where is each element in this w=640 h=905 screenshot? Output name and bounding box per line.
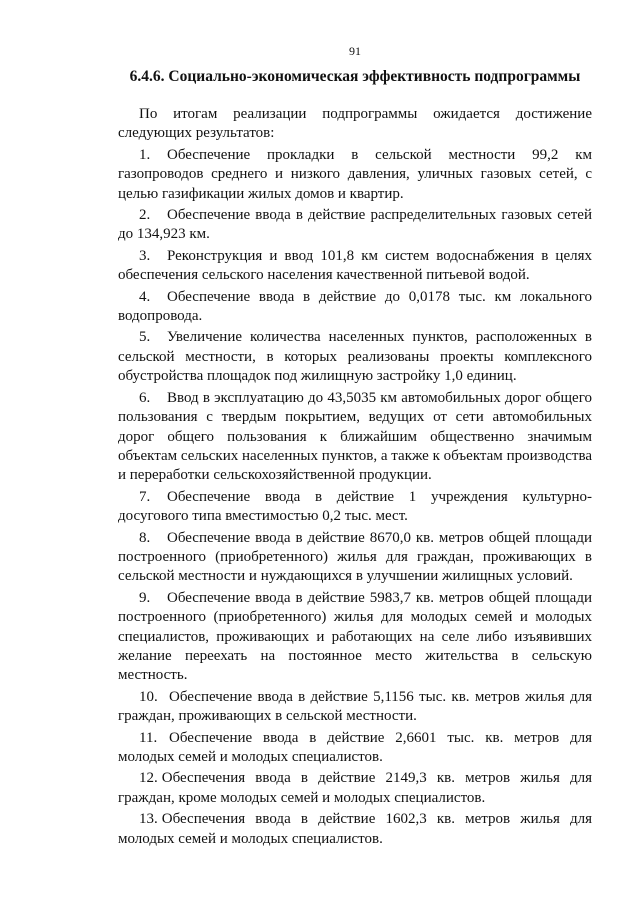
list-item <box>118 688 592 727</box>
list-item-text: Увеличение количества населенных пунктов, расположенных в сельской местности, в которых реализованы проекты комплексного обустройства площадок под жилищную застройку 1,0 единиц. <box>118 329 592 385</box>
list-item-number: 1. <box>139 146 151 163</box>
list-item <box>118 488 592 527</box>
list-item-text: Ввод в эксплуатацию до 43,5035 км автомобильных дорог общего пользования с твердым покрытием, ведущих от сети автомобильных дорог общего пользования к ближайшим общественно значимым объектам сельских населенных пунктов, а также к объектам производства и переработки сельскохозяйственной продукции. <box>118 389 592 484</box>
list-item-text: Обеспечения ввода в действие 1602,3 кв. метров жилья для молодых семей и молодых специалистов. <box>118 811 592 847</box>
list-item-number: 9. <box>139 589 151 606</box>
list-item-number: 7. <box>139 488 151 505</box>
list-item-number: 4. <box>139 288 151 305</box>
list-item-number: 2. <box>139 207 151 224</box>
list-item-text: Обеспечение ввода в действие до 0,0178 тыс. км локального водопровода. <box>118 288 592 325</box>
list-item-number: 12. <box>139 770 158 787</box>
list-item-text: Обеспечение ввода в действие 2,6601 тыс. кв. метров для молодых семей и молодых специалистов. <box>118 729 592 765</box>
list-item <box>118 328 592 386</box>
list-item-number: 8. <box>139 529 151 546</box>
list-item <box>118 247 592 286</box>
list-item-text: Обеспечение ввода в действие 5,1156 тыс. кв. метров жилья для граждан, проживающих в сельской местности. <box>118 688 592 725</box>
list-item <box>118 529 592 587</box>
page-number: 91 <box>349 44 361 58</box>
list-item <box>118 589 592 686</box>
list-item-text: Обеспечение ввода в действие распределительных газовых сетей до 134,923 км. <box>118 207 592 243</box>
list-item <box>118 146 592 204</box>
list-item-text: Реконструкция и ввод 101,8 км систем водоснабжения в целях обеспечения сельского населения качественной питьевой водой. <box>118 247 592 284</box>
list-item-text: Обеспечение ввода в действие 5983,7 кв. метров общей площади построенного (приобретенного) жилья для молодых семей и молодых специалистов, проживающих и работающих на селе либо изъявивших желание переехать на постоянное место жительства в сельскую местность. <box>118 589 592 684</box>
intro-paragraph: По итогам реализации подпрограммы ожидается достижение следующих результатов: <box>118 106 592 142</box>
list-item <box>118 769 592 808</box>
list-item-number: 3. <box>139 247 151 264</box>
list-item <box>118 206 592 245</box>
list-item-number: 6. <box>139 389 151 406</box>
list-item-number: 13. <box>139 811 158 828</box>
list-item-text: Обеспечения ввода в действие 2149,3 кв. метров жилья для граждан, кроме молодых семей и молодых специалистов. <box>118 770 592 806</box>
list-item-number: 11. <box>139 729 158 746</box>
list-item <box>118 389 592 486</box>
list-item-text: Обеспечение ввода в действие 8670,0 кв. метров общей площади построенного (приобретенного) жилья для граждан, проживающих в сельской местности и нуждающихся в улучшении жилищных условий. <box>118 529 592 585</box>
list-item-number: 10. <box>139 688 158 705</box>
list-item-number: 5. <box>139 329 151 346</box>
list-item <box>118 729 592 768</box>
list-item <box>118 810 592 849</box>
list-item-text: Обеспечение ввода в действие 1 учреждения культурно-досугового типа вместимостью 0,2 тыс. мест. <box>118 488 592 525</box>
list-item <box>118 288 592 327</box>
section-heading: 6.4.6. Социально-экономическая эффективность подпрограммы <box>129 68 581 85</box>
list-item-text: Обеспечение прокладки в сельской местности 99,2 км газопроводов среднего и низкого давления, уличных газовых сетей, с целью газификации жилых домов и квартир. <box>118 146 592 202</box>
